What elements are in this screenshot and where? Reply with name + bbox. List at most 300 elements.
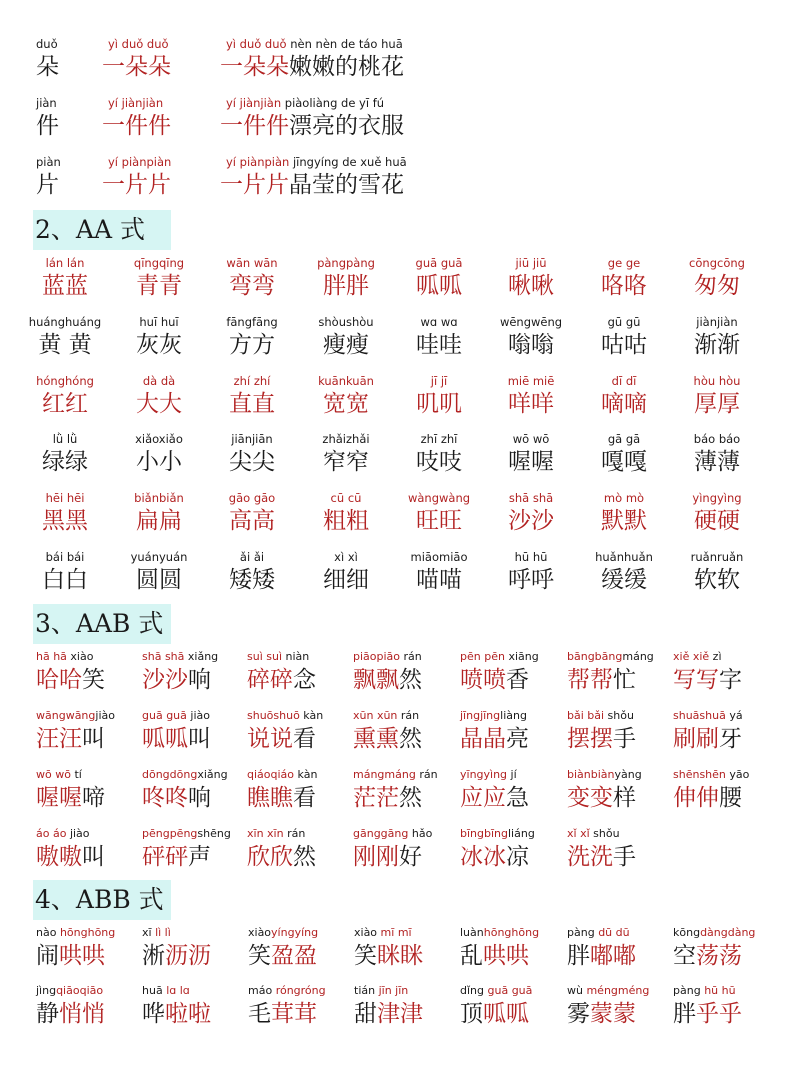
hanzi (36, 724, 105, 754)
abb-word (354, 925, 423, 971)
pinyin (229, 490, 275, 506)
hanzi-text: 白白 (42, 567, 88, 593)
hanzi-text: 默默 (601, 508, 647, 534)
pinyin (134, 255, 184, 271)
pinyin (608, 431, 640, 447)
hanzi (229, 447, 275, 477)
pinyin (247, 767, 317, 783)
hanzi-highlight: 砰砰 (142, 844, 188, 870)
aa-word (28, 314, 102, 360)
hanzi (142, 999, 211, 1029)
hanzi-text: 窄窄 (323, 449, 369, 475)
pinyin-rest: niàn (282, 650, 310, 663)
pinyin-text: wɑ wɑ (420, 315, 458, 329)
hanzi-rest: 香 (506, 667, 529, 693)
pinyin-text: yuányuán (130, 550, 188, 564)
pinyin-text: duǒ (36, 37, 58, 51)
pinyin (608, 255, 640, 271)
pinyin-highlight: mángmáng (353, 768, 416, 781)
pinyin-highlight: xūn xūn (353, 709, 398, 722)
pinyin-rest: shǒu (604, 709, 634, 722)
pinyin (515, 549, 548, 565)
hanzi-text: 尖尖 (229, 449, 275, 475)
aa-word (595, 373, 653, 419)
aa-word (595, 549, 653, 595)
pinyin (508, 373, 555, 389)
pinyin (36, 36, 58, 52)
hanzi (673, 783, 742, 813)
pinyin (334, 549, 358, 565)
pinyin-text: cōngcōng (689, 256, 745, 270)
aa-word (317, 373, 375, 419)
hanzi (36, 52, 59, 82)
hanzi-rest: 亮 (506, 726, 529, 752)
pinyin-rest: rán (283, 827, 306, 840)
hanzi (601, 565, 647, 595)
hanzi (42, 389, 88, 419)
hanzi (247, 783, 316, 813)
pinyin-text: hónghóng (36, 374, 94, 388)
hanzi-text: 呱呱 (416, 273, 462, 299)
pinyin-highlight: qiáoqiáo (247, 768, 295, 781)
pinyin-text: zhí zhí (233, 374, 271, 388)
aa-word (223, 255, 281, 301)
pinyin (36, 826, 90, 842)
pinyin-rest: pàng (673, 984, 705, 997)
pinyin (240, 549, 264, 565)
hanzi-rest: 好 (399, 844, 422, 870)
aa-word (410, 314, 468, 360)
hanzi-highlight: 刚刚 (353, 844, 399, 870)
hanzi (323, 389, 369, 419)
pinyin (248, 925, 318, 941)
aa-word (130, 490, 188, 536)
intro-word (102, 154, 171, 200)
pinyin (515, 255, 546, 271)
hanzi (323, 506, 369, 536)
pinyin (102, 36, 169, 52)
pinyin-text: dī dī (611, 374, 637, 388)
hanzi (248, 941, 317, 971)
pinyin-highlight: bāngbāng (567, 650, 623, 663)
hanzi-rest: 字 (719, 667, 742, 693)
pinyin-text: shā shā (508, 491, 554, 505)
hanzi-highlight: 一片片 (220, 172, 289, 198)
hanzi-highlight: 沙沙 (142, 667, 188, 693)
hanzi (601, 389, 647, 419)
pinyin (460, 649, 539, 665)
pinyin-text: zhī zhī (420, 432, 458, 446)
hanzi (673, 724, 742, 754)
section-heading-abb: 4、ABB 式 (33, 880, 171, 920)
pinyin-text: piàn (36, 155, 61, 169)
pinyin-text: mò mò (603, 491, 645, 505)
pinyin-highlight: dōngdōng (142, 768, 198, 781)
hanzi-highlight: 哄哄 (483, 943, 529, 969)
hanzi (601, 330, 647, 360)
pinyin-rest: jiào (66, 827, 90, 840)
pinyin-rest: yàng (614, 768, 642, 781)
hanzi-text: 沙沙 (508, 508, 554, 534)
pinyin (353, 826, 432, 842)
hanzi-text: 软软 (694, 567, 740, 593)
aab-word (673, 767, 749, 813)
hanzi-rest: 牙 (719, 726, 742, 752)
aab-word (36, 708, 115, 754)
hanzi-text: 喔喔 (508, 449, 554, 475)
hanzi (102, 170, 171, 200)
hanzi (42, 506, 88, 536)
pinyin-text: jī jī (430, 374, 448, 388)
hanzi-rest: 叫 (188, 726, 211, 752)
hanzi (601, 447, 647, 477)
pinyin (143, 373, 175, 389)
hanzi-highlight: 一朵朵 (220, 54, 289, 80)
hanzi-text: 小小 (136, 449, 182, 475)
aa-word (130, 314, 188, 360)
aa-word (223, 431, 281, 477)
pinyin-highlight: méngméng (586, 984, 650, 997)
pinyin-text: wēngwēng (499, 315, 563, 329)
pinyin-rest: rán (415, 768, 438, 781)
hanzi (136, 389, 182, 419)
hanzi (229, 565, 275, 595)
hanzi (38, 330, 91, 360)
aa-word (317, 314, 375, 360)
hanzi (694, 565, 740, 595)
hanzi (220, 111, 404, 141)
pinyin (673, 925, 755, 941)
pinyin-highlight: hā hā (36, 650, 67, 663)
hanzi-highlight: 刷刷 (673, 726, 719, 752)
hanzi-text: 片 (36, 172, 59, 198)
pinyin (248, 983, 326, 999)
pinyin (131, 549, 188, 565)
pinyin (46, 549, 85, 565)
aa-word (688, 431, 746, 477)
pinyin-rest: máo (248, 984, 276, 997)
pinyin-highlight: shā shā (142, 650, 185, 663)
hanzi (416, 565, 462, 595)
hanzi (601, 271, 647, 301)
abb-word (460, 925, 539, 971)
pinyin (142, 708, 210, 724)
aab-word (142, 767, 228, 813)
pinyin-text: gū gū (607, 315, 641, 329)
aa-word (688, 490, 746, 536)
hanzi-text: 青青 (136, 273, 182, 299)
hanzi (694, 271, 740, 301)
aa-word (410, 431, 468, 477)
pinyin (247, 649, 309, 665)
pinyin-rest: hǎo (408, 827, 433, 840)
pinyin (460, 767, 517, 783)
pinyin-highlight: qiāoqiāo (56, 984, 104, 997)
pinyin (567, 983, 649, 999)
pinyin-text: dà dà (142, 374, 176, 388)
hanzi-highlight: 眯眯 (377, 943, 423, 969)
pinyin-text: kuānkuān (318, 374, 374, 388)
pinyin-text: biǎnbiǎn (134, 491, 184, 505)
intro-word (36, 154, 61, 200)
hanzi-rest: 念 (293, 667, 316, 693)
hanzi-highlight: 冰冰 (460, 844, 506, 870)
pinyin-text: ǎi ǎi (239, 550, 265, 564)
pinyin (513, 431, 550, 447)
hanzi-highlight: 咚咚 (142, 785, 188, 811)
aa-word (223, 314, 281, 360)
pinyin-rest: huā (142, 984, 167, 997)
pinyin-rest: jìng (36, 984, 57, 997)
hanzi (142, 783, 211, 813)
hanzi (460, 783, 529, 813)
pinyin (46, 490, 85, 506)
hanzi (460, 941, 529, 971)
hanzi-text: 嘀嘀 (601, 391, 647, 417)
pinyin-text: guā guā (415, 256, 463, 270)
intro-word (36, 36, 59, 82)
pinyin-highlight: áo áo (36, 827, 67, 840)
pinyin-highlight: jīn jīn (378, 984, 409, 997)
hanzi-text: 朵 (36, 54, 59, 80)
aa-word (317, 255, 375, 301)
pinyin-text: jiānjiān (231, 432, 273, 446)
pinyin-highlight: dū dū (598, 926, 630, 939)
pinyin (411, 549, 468, 565)
hanzi-text: 叽叽 (416, 391, 462, 417)
pinyin-highlight: dàngdàng (700, 926, 756, 939)
pinyin (604, 490, 644, 506)
pinyin (353, 708, 419, 724)
pinyin (322, 431, 369, 447)
hanzi-rest: 空 (673, 943, 696, 969)
pinyin (354, 925, 412, 941)
aa-word (502, 549, 560, 595)
hanzi (353, 724, 422, 754)
pinyin-rest: máng (622, 650, 654, 663)
pinyin-text: jiū jiū (515, 256, 547, 270)
aa-word (502, 490, 560, 536)
aa-word (36, 373, 94, 419)
pinyin-text: zhǎizhǎi (322, 432, 370, 446)
aa-word (688, 255, 746, 301)
pinyin-highlight: wō wō (36, 768, 71, 781)
pinyin-highlight: lɑ lɑ (166, 984, 190, 997)
aab-word (247, 649, 316, 695)
pinyin (608, 314, 641, 330)
pinyin (36, 767, 82, 783)
hanzi-rest: 甜 (354, 1001, 377, 1027)
hanzi-text: 厚厚 (694, 391, 740, 417)
hanzi (508, 271, 554, 301)
hanzi (323, 565, 369, 595)
hanzi (220, 170, 404, 200)
pinyin-rest: xiào (66, 650, 94, 663)
hanzi-highlight: 喷喷 (460, 667, 506, 693)
pinyin-text: lán lán (45, 256, 85, 270)
pinyin-rest: jiào (95, 709, 115, 722)
hanzi-rest: 笑 (248, 943, 271, 969)
aab-word (353, 649, 422, 695)
hanzi (247, 665, 316, 695)
hanzi-rest: 声 (188, 844, 211, 870)
pinyin-highlight: xīn xīn (247, 827, 284, 840)
aa-word (595, 314, 653, 360)
hanzi-highlight: 哈哈 (36, 667, 82, 693)
hanzi-rest: 笑 (82, 667, 105, 693)
hanzi-highlight: 应应 (460, 785, 506, 811)
hanzi-rest: 嫩嫩的桃花 (289, 54, 404, 80)
hanzi (416, 506, 462, 536)
hanzi (36, 941, 105, 971)
hanzi-highlight: 沥沥 (165, 943, 211, 969)
hanzi-text: 大大 (136, 391, 182, 417)
hanzi-highlight: 碎碎 (247, 667, 293, 693)
pinyin-rest: xiào (354, 926, 381, 939)
aab-word (673, 649, 742, 695)
hanzi (36, 999, 105, 1029)
hanzi (354, 941, 423, 971)
hanzi-highlight: 伸伸 (673, 785, 719, 811)
pinyin-text: yìngyìng (692, 491, 742, 505)
pinyin-highlight: hōnghōng (483, 926, 540, 939)
hanzi (694, 447, 740, 477)
pinyin-text: ge ge (607, 256, 641, 270)
hanzi (353, 783, 422, 813)
hanzi-text: 呼呼 (508, 567, 554, 593)
pinyin (460, 826, 535, 842)
abb-word (248, 925, 318, 971)
section-heading-aa: 2、AA 式 (33, 210, 171, 250)
aab-word (353, 767, 438, 813)
pinyin-highlight: yīngyìng (460, 768, 508, 781)
hanzi-highlight: 喔喔 (36, 785, 82, 811)
pinyin-rest: xiāng (504, 650, 539, 663)
pinyin-rest: nèn nèn de táo huā (286, 37, 403, 51)
hanzi-text: 粗粗 (323, 508, 369, 534)
pinyin-text: miāomiāo (410, 550, 468, 564)
hanzi-text: 一朵朵 (102, 54, 171, 80)
pinyin (134, 490, 184, 506)
hanzi (136, 447, 182, 477)
aab-word (567, 826, 636, 872)
pinyin (692, 490, 741, 506)
pinyin-rest: liàng (500, 709, 527, 722)
aab-word (567, 767, 642, 813)
pinyin (691, 549, 744, 565)
aa-word (317, 549, 375, 595)
pinyin-rest: nào (36, 926, 60, 939)
hanzi-highlight: 洗洗 (567, 844, 613, 870)
hanzi-text: 一片片 (102, 172, 171, 198)
hanzi-text: 瘦瘦 (323, 332, 369, 358)
hanzi (42, 565, 88, 595)
hanzi-text: 一件件 (102, 113, 171, 139)
pinyin (317, 255, 375, 271)
aa-word (688, 549, 746, 595)
hanzi-rest: 腰 (719, 785, 742, 811)
aa-word (223, 549, 281, 595)
hanzi (142, 941, 211, 971)
hanzi-highlight: 啦啦 (165, 1001, 211, 1027)
aa-word (595, 431, 653, 477)
pinyin-rest: tián (354, 984, 379, 997)
pinyin (460, 708, 527, 724)
abb-word (460, 983, 532, 1029)
pinyin-highlight: bǎi bǎi (567, 709, 605, 722)
pinyin (142, 767, 228, 783)
hanzi-rest: 哗 (142, 1001, 165, 1027)
aa-word (36, 549, 94, 595)
hanzi-highlight: 悄悄 (59, 1001, 105, 1027)
pinyin (673, 983, 736, 999)
hanzi-rest: 忙 (613, 667, 636, 693)
pinyin-highlight: shēnshēn (673, 768, 726, 781)
hanzi (508, 447, 554, 477)
pinyin-text: yí jiànjiàn (108, 96, 164, 110)
pinyin (318, 314, 373, 330)
hanzi (142, 724, 211, 754)
pinyin (353, 767, 438, 783)
hanzi-text: 薄薄 (694, 449, 740, 475)
hanzi-text: 灰灰 (136, 332, 182, 358)
hanzi (229, 506, 275, 536)
hanzi (673, 999, 742, 1029)
pinyin (46, 255, 85, 271)
pinyin (53, 431, 78, 447)
hanzi-highlight: 盈盈 (271, 943, 317, 969)
pinyin-rest: kōng (673, 926, 701, 939)
pinyin-text: ruǎnruǎn (690, 550, 744, 564)
pinyin (567, 767, 642, 783)
pinyin-rest: xiào (248, 926, 272, 939)
hanzi (694, 389, 740, 419)
aab-word (460, 767, 529, 813)
pinyin-rest: zì (709, 650, 722, 663)
aab-word (353, 708, 422, 754)
hanzi-rest: 然 (399, 726, 422, 752)
pinyin (29, 314, 101, 330)
hanzi (229, 271, 275, 301)
aa-word (36, 490, 94, 536)
hanzi-highlight: 茫茫 (353, 785, 399, 811)
pinyin-text: fāngfāng (226, 315, 278, 329)
pinyin (142, 925, 171, 941)
hanzi (42, 271, 88, 301)
pinyin-highlight: yí piànpiàn (226, 155, 290, 169)
pinyin (36, 925, 115, 941)
aa-word (36, 431, 94, 477)
hanzi-text: 直直 (229, 391, 275, 417)
pinyin (567, 708, 634, 724)
abb-word (673, 925, 755, 971)
abb-word (567, 983, 649, 1029)
pinyin (220, 95, 384, 111)
pinyin-highlight: yí jiànjiàn (226, 96, 282, 110)
pinyin-highlight: mī mī (380, 926, 412, 939)
pinyin (696, 314, 737, 330)
aa-word (130, 549, 188, 595)
aa-word (410, 549, 468, 595)
aa-word (595, 255, 653, 301)
aab-word (247, 767, 317, 813)
aa-word (502, 255, 560, 301)
hanzi (353, 665, 422, 695)
pinyin (420, 314, 457, 330)
pinyin-text: jiàn (36, 96, 57, 110)
aab-word (460, 708, 529, 754)
hanzi-text: 缓缓 (601, 567, 647, 593)
